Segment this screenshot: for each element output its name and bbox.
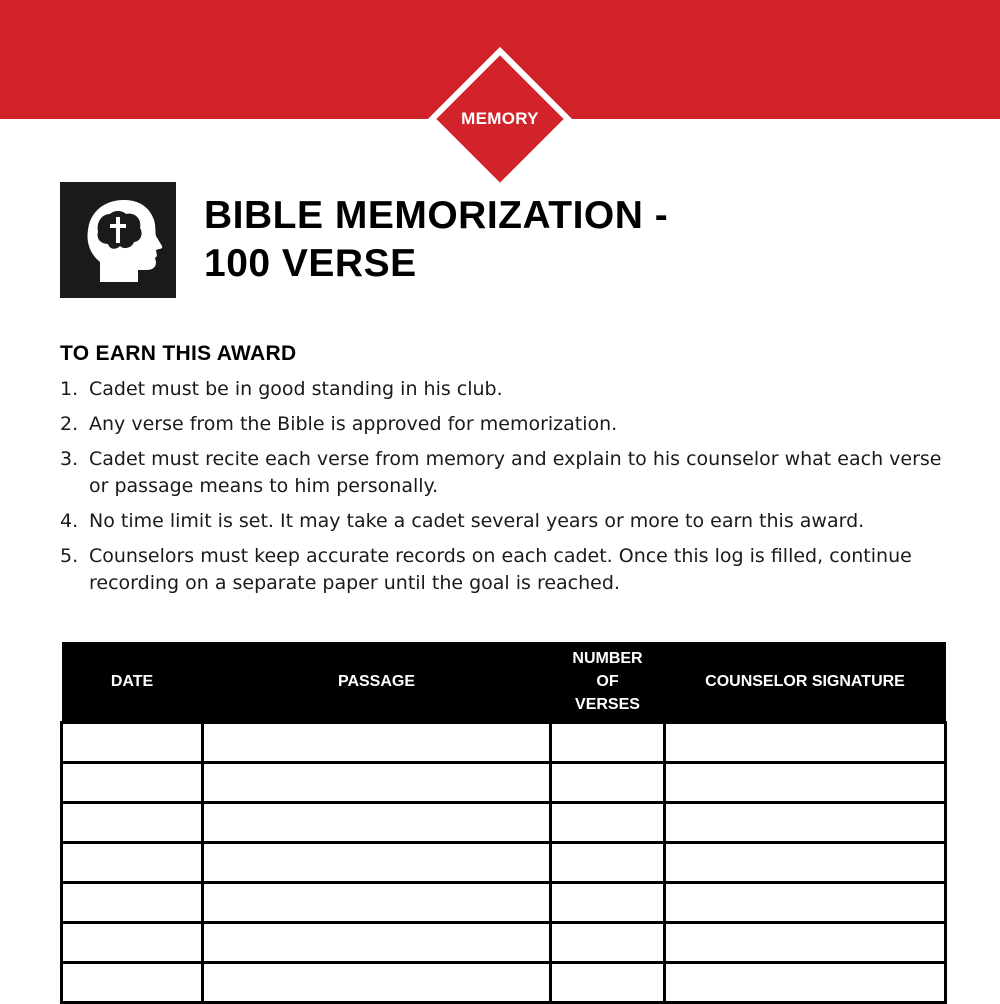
- requirement-item: [60, 446, 950, 500]
- requirement-text: Cadet must be in good standing in his club.: [89, 378, 503, 400]
- header-line: NUMBER: [572, 650, 643, 667]
- table-row: [62, 843, 946, 883]
- table-row: [62, 883, 946, 923]
- passage-cell[interactable]: [203, 843, 551, 883]
- award-icon-box: [60, 182, 176, 298]
- date-cell[interactable]: [62, 763, 203, 803]
- table-body: [62, 723, 946, 1003]
- table-row: [62, 923, 946, 963]
- signature-cell[interactable]: [665, 883, 946, 923]
- date-cell[interactable]: [62, 723, 203, 763]
- verse-count-cell[interactable]: [551, 843, 665, 883]
- signature-cell[interactable]: [665, 763, 946, 803]
- passage-cell[interactable]: [203, 963, 551, 1003]
- award-title-line-1: BIBLE MEMORIZATION -: [204, 194, 669, 237]
- cross-horizontal: [110, 224, 126, 228]
- category-badge: MEMORY: [461, 109, 539, 128]
- table-row: [62, 963, 946, 1003]
- column-header-passage: PASSAGE: [203, 642, 551, 723]
- column-header-number-of-verses: [551, 642, 665, 723]
- requirement-item: [60, 508, 950, 535]
- requirement-number: 2.: [60, 413, 79, 435]
- requirement-number: 4.: [60, 510, 79, 532]
- header-line: OF: [596, 673, 619, 690]
- column-header-counselor-signature: COUNSELOR SIGNATURE: [665, 642, 946, 723]
- cross-vertical: [116, 217, 120, 243]
- requirement-number: 5.: [60, 545, 79, 567]
- requirement-text: Cadet must recite each verse from memory and explain to his counselor what each verse or passage means to him personally.: [89, 448, 942, 497]
- passage-cell[interactable]: [203, 723, 551, 763]
- table-row: [62, 763, 946, 803]
- requirement-item: [60, 543, 950, 597]
- signature-cell[interactable]: [665, 803, 946, 843]
- verse-count-cell[interactable]: [551, 763, 665, 803]
- verse-count-cell[interactable]: [551, 883, 665, 923]
- requirement-text: Counselors must keep accurate records on each cadet. Once this log is filled, continue recording on a separate paper until the goal is reached.: [89, 545, 912, 594]
- passage-cell[interactable]: [203, 883, 551, 923]
- requirement-number: 1.: [60, 378, 79, 400]
- table-header-row: [62, 642, 946, 723]
- passage-cell[interactable]: [203, 763, 551, 803]
- memorization-log-table: [60, 642, 944, 1004]
- requirement-item: [60, 376, 950, 403]
- head-with-cross-brain-icon: [60, 182, 176, 298]
- date-cell[interactable]: [62, 963, 203, 1003]
- requirements-list: [60, 376, 950, 605]
- table-row: [62, 723, 946, 763]
- requirement-text: Any verse from the Bible is approved for memorization.: [89, 413, 618, 435]
- signature-cell[interactable]: [665, 723, 946, 763]
- date-cell[interactable]: [62, 883, 203, 923]
- passage-cell[interactable]: [203, 923, 551, 963]
- verse-count-cell[interactable]: [551, 963, 665, 1003]
- date-cell[interactable]: [62, 803, 203, 843]
- signature-cell[interactable]: [665, 923, 946, 963]
- verse-count-cell[interactable]: [551, 923, 665, 963]
- award-title-line-2: 100 VERSE: [204, 242, 417, 285]
- verse-count-cell[interactable]: [551, 723, 665, 763]
- date-cell[interactable]: [62, 843, 203, 883]
- verse-count-cell[interactable]: [551, 803, 665, 843]
- table-row: [62, 803, 946, 843]
- column-header-date: DATE: [62, 642, 203, 723]
- signature-cell[interactable]: [665, 963, 946, 1003]
- header-line: VERSES: [575, 696, 640, 713]
- requirements-heading: TO EARN THIS AWARD: [60, 342, 297, 365]
- requirement-text: No time limit is set. It may take a cadet several years or more to earn this award.: [89, 510, 865, 532]
- date-cell[interactable]: [62, 923, 203, 963]
- signature-cell[interactable]: [665, 843, 946, 883]
- requirement-number: 3.: [60, 448, 79, 470]
- passage-cell[interactable]: [203, 803, 551, 843]
- award-title: [204, 192, 668, 288]
- requirement-item: [60, 411, 950, 438]
